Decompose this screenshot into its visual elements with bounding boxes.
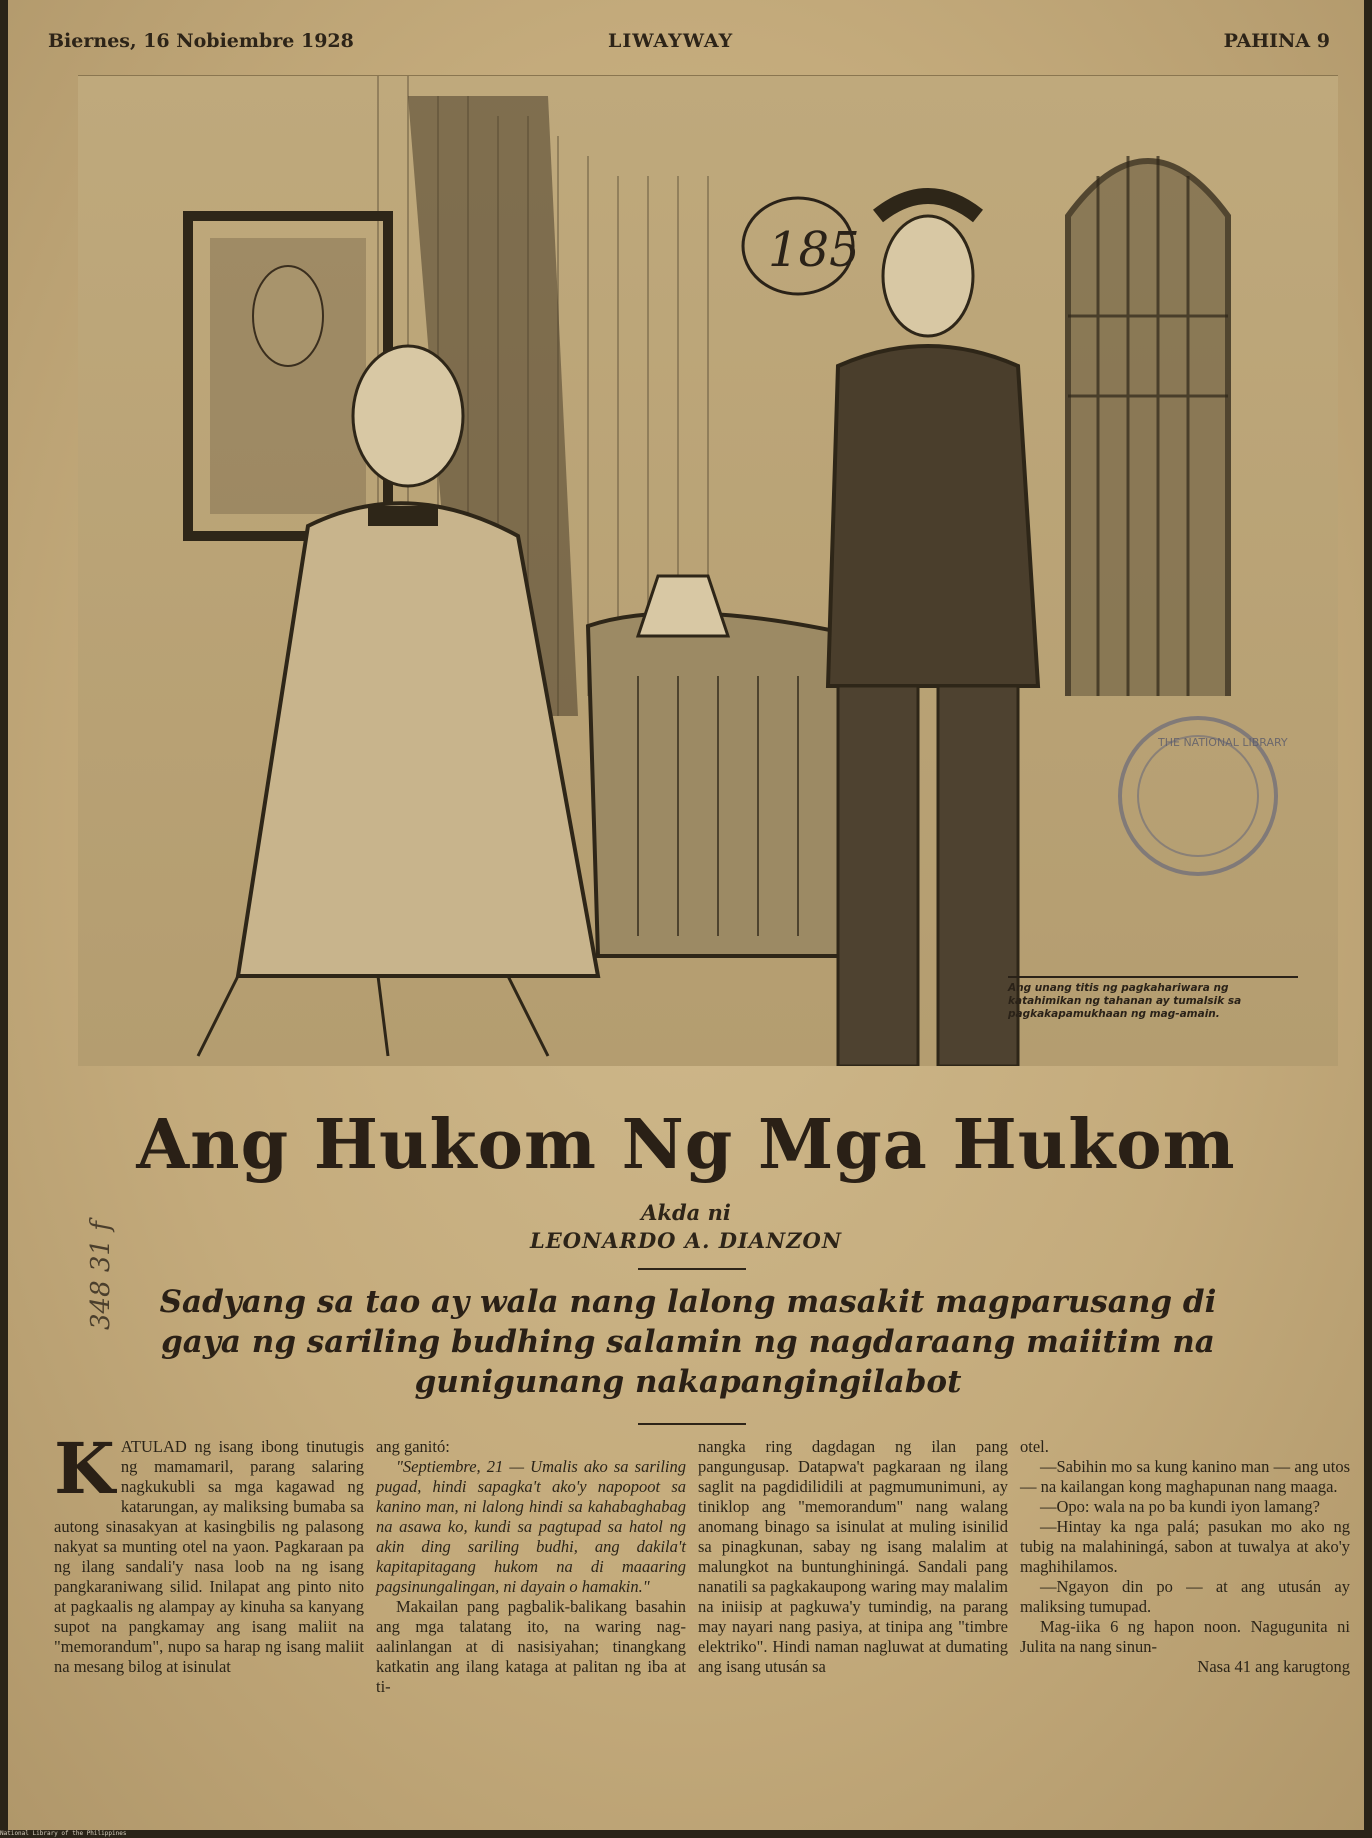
byline-prefix: Akda ni <box>641 1200 731 1225</box>
margin-note-text: 348 31 f <box>86 1221 116 1330</box>
illustration-drawing <box>78 76 1338 1066</box>
dialogue-line: —Sabihin mo sa kung kanino man — ang utos — na kailangan kong maghapunan nang maaga. <box>1020 1457 1350 1496</box>
illustration <box>78 75 1338 1066</box>
text-column-3 <box>698 1437 1008 1677</box>
dialogue-line: —Hintay ka nga palá; pasukan mo ako ng tubig na malahiningá, sabon at tuwalya at ako'y maghihilamos. <box>1020 1517 1350 1576</box>
byline-author: LEONARDO A. DIANZON <box>529 1228 843 1253</box>
text-column-4 <box>1020 1437 1350 1677</box>
continued-note: Nasa 41 ang karugtong <box>1197 1657 1350 1676</box>
paragraph: Mag-iika 6 ng hapon noon. Nagugunita ni Julita na nang sinun- <box>1020 1617 1350 1656</box>
divider-rule <box>638 1423 746 1425</box>
divider-rule <box>638 1268 746 1270</box>
paragraph: otel. <box>1020 1437 1049 1456</box>
paragraph: nangka ring dagdagan ng ilan pang pangungusap. Datapwa't pagkaraan ng ilang saglit na pagdidilidili at pagmumunimuni, ay tiniklop ang "memorandum" nang walang anomang binago sa isinulat at muling isinilid sa pinagkunan, sabay ng isang malalim at malungkot na buntunghiningá. Sandali pang nanatili sa pagkakaupong waring may malalim na iniisip at pagkuwa'y tumindig, na parang may nayari nang pasiya, at tinipa ang "timbre elektriko". Hindi naman nagluwat at dumating ang isang utusán sa <box>698 1437 1008 1676</box>
article-subtitle: Sadyang sa tao ay wala nang lalong masakit magparusang di gaya ng sariling budhing salamin ng nagdaraang maiitim na gunigunang nakapangingilabot <box>159 1284 1217 1400</box>
magazine-page <box>8 0 1364 1830</box>
stamp-text: THE NATIONAL LIBRARY <box>1158 736 1288 749</box>
issue-date: Biernes, 16 Nobiembre 1928 <box>48 30 354 52</box>
diary-quote: "Septiembre, 21 — Umalis ako sa sariling pugad, hindi sapagka't ako'y napopoot sa kanino man, ni lalong hindi sa kahabaghabag na asawa ko, kundi sa pagtupad sa hatol ng akin ding sariling budhi, ang dakila't kapitapitagang hukom na di maaaring pagsinungalingan, ni dayain o hamakin." <box>376 1457 686 1596</box>
illustration-caption: Ang unang titis ng pagkahariwara ng katahimikan ng tahanan ay tumalsik sa pagkakapamukhaan ng mag-amain. <box>1008 976 1298 1021</box>
drop-cap: K <box>54 1427 115 1510</box>
paragraph: ang ganitó: <box>376 1437 450 1456</box>
page-number: PAHINA 9 <box>1223 30 1330 52</box>
paragraph: Makailan pang pagbalik-balikang basahin ang mga talatang ito, na waring nag-aalinlangan at di nasisiyahan; tinangkang katkatin ang ilang kataga at palitan ng iba at ti- <box>376 1597 686 1696</box>
dialogue-line: —Ngayon din po — at ang utusán ay maliksing tumupad. <box>1020 1577 1350 1616</box>
paragraph: ATULAD ng isang ibong tinutugis ng mamamaril, parang salaring nagkukubli sa mga kagawad ng katarungan, ay maliksing bumaba sa autong sinasakyan at kasingbilis ng palasong nakyat sa munting otel na yaon. Pagkaraan pa ng ilang sandali'y nasa loob na ng isang pangkaraniwang silid. Inilapat ang pinto nito at pagkaalis ng alampay ay kinuha sa kanyang supot na pangkamay ang isang maliit na "memorandum", nupo sa harap ng isang maliit na mesang bilog at isinulat <box>54 1437 364 1676</box>
article-title: Ang Hukom Ng Mga Hukom <box>136 1105 1236 1185</box>
dialogue-line: —Opo: wala na po ba kundi iyon lamang? <box>1040 1497 1320 1516</box>
text-column-1 <box>54 1427 364 1677</box>
scan-credit: National Library of the Philippines <box>0 1830 127 1837</box>
handwritten-margin-note <box>86 1200 126 1330</box>
text-column-2 <box>376 1437 686 1697</box>
circled-number: 185 <box>768 222 860 278</box>
magazine-name: LIWAYWAY <box>608 30 734 52</box>
